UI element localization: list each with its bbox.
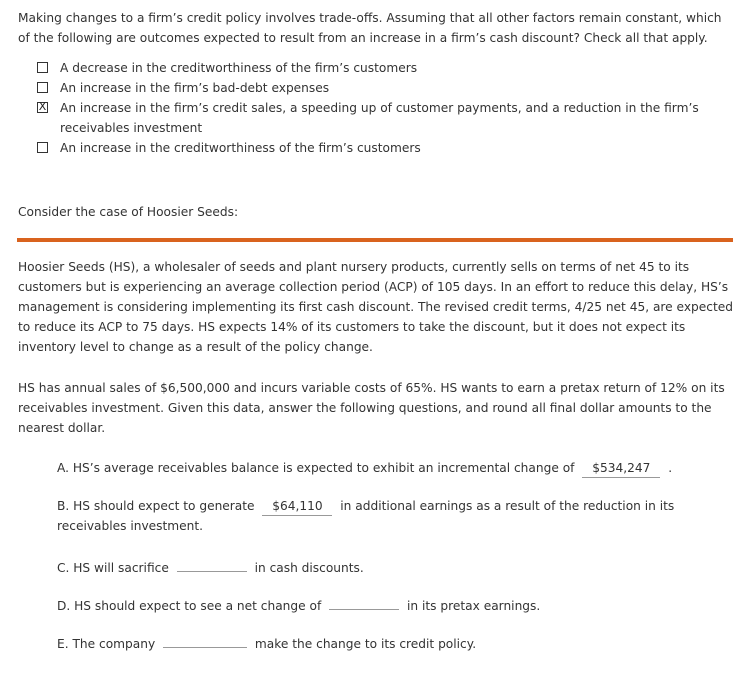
question-e: [57, 630, 717, 654]
question-text: E. The company: [57, 637, 156, 651]
question-text: B. HS should expect to generate: [57, 499, 255, 513]
option-label: An increase in the firm’s credit sales, a speeding up of customer payments, and a reduction in the firm’s receivables investment: [60, 101, 699, 135]
question-suffix: .: [668, 461, 673, 475]
question-b: [57, 496, 717, 536]
question-suffix: in additional earnings as a result of the reduction in its: [340, 499, 675, 513]
answer-field-c[interactable]: [177, 554, 247, 572]
checkbox[interactable]: [37, 142, 48, 153]
question-d: [57, 592, 717, 616]
question-suffix: in cash discounts.: [254, 561, 364, 575]
check-x-icon: X: [38, 100, 47, 113]
checkbox-checked[interactable]: [37, 102, 48, 113]
option-label: A decrease in the creditworthiness of the firm’s customers: [60, 61, 418, 75]
intro-question: Making changes to a firm’s credit policy involves trade-offs. Assuming that all other factors remain constant, which of the following are outcomes expected to result from an increase in a firm’s cash discount? Check all that apply.: [18, 11, 722, 45]
answer-field-b[interactable]: $64,110: [262, 498, 332, 516]
question-suffix-line2: receivables investment.: [57, 519, 204, 533]
case-intro: Consider the case of Hoosier Seeds:: [18, 205, 239, 219]
answer-select-e[interactable]: [163, 630, 247, 648]
section-divider: [17, 238, 733, 242]
checkbox[interactable]: [37, 82, 48, 93]
option-label: An increase in the creditworthiness of the firm’s customers: [60, 141, 421, 155]
answer-field-a[interactable]: $534,247: [582, 460, 660, 478]
case-paragraph-2: HS has annual sales of $6,500,000 and incurs variable costs of 65%. HS wants to earn a pretax return of 12% on its receivables investment. Given this data, answer the following questions, and round all final dollar amounts to the nearest dollar.: [18, 381, 725, 435]
checkbox[interactable]: [37, 62, 48, 73]
option-label: An increase in the firm’s bad-debt expenses: [60, 81, 330, 95]
case-paragraph-1: Hoosier Seeds (HS), a wholesaler of seeds and plant nursery products, currently sells on terms of net 45 to its customers but is experiencing an average collection period (ACP) of 105 days. In an effort to reduce this delay, HS’s management is considering implementing its first cash discount. The revised credit terms, 4/25 net 45, are expected to reduce its ACP to 75 days. HS expects 14% of its customers to take the discount, but it does not expect its inventory level to change as a result of the policy change.: [18, 260, 733, 354]
question-text: C. HS will sacrifice: [57, 561, 169, 575]
answer-field-d[interactable]: [329, 592, 399, 610]
question-suffix: in its pretax earnings.: [407, 599, 541, 613]
question-text: A. HS’s average receivables balance is expected to exhibit an incremental change of: [57, 461, 575, 475]
question-c: [57, 554, 717, 578]
question-a: [57, 458, 717, 478]
question-suffix: make the change to its credit policy.: [254, 637, 477, 651]
question-text: D. HS should expect to see a net change of: [57, 599, 322, 613]
